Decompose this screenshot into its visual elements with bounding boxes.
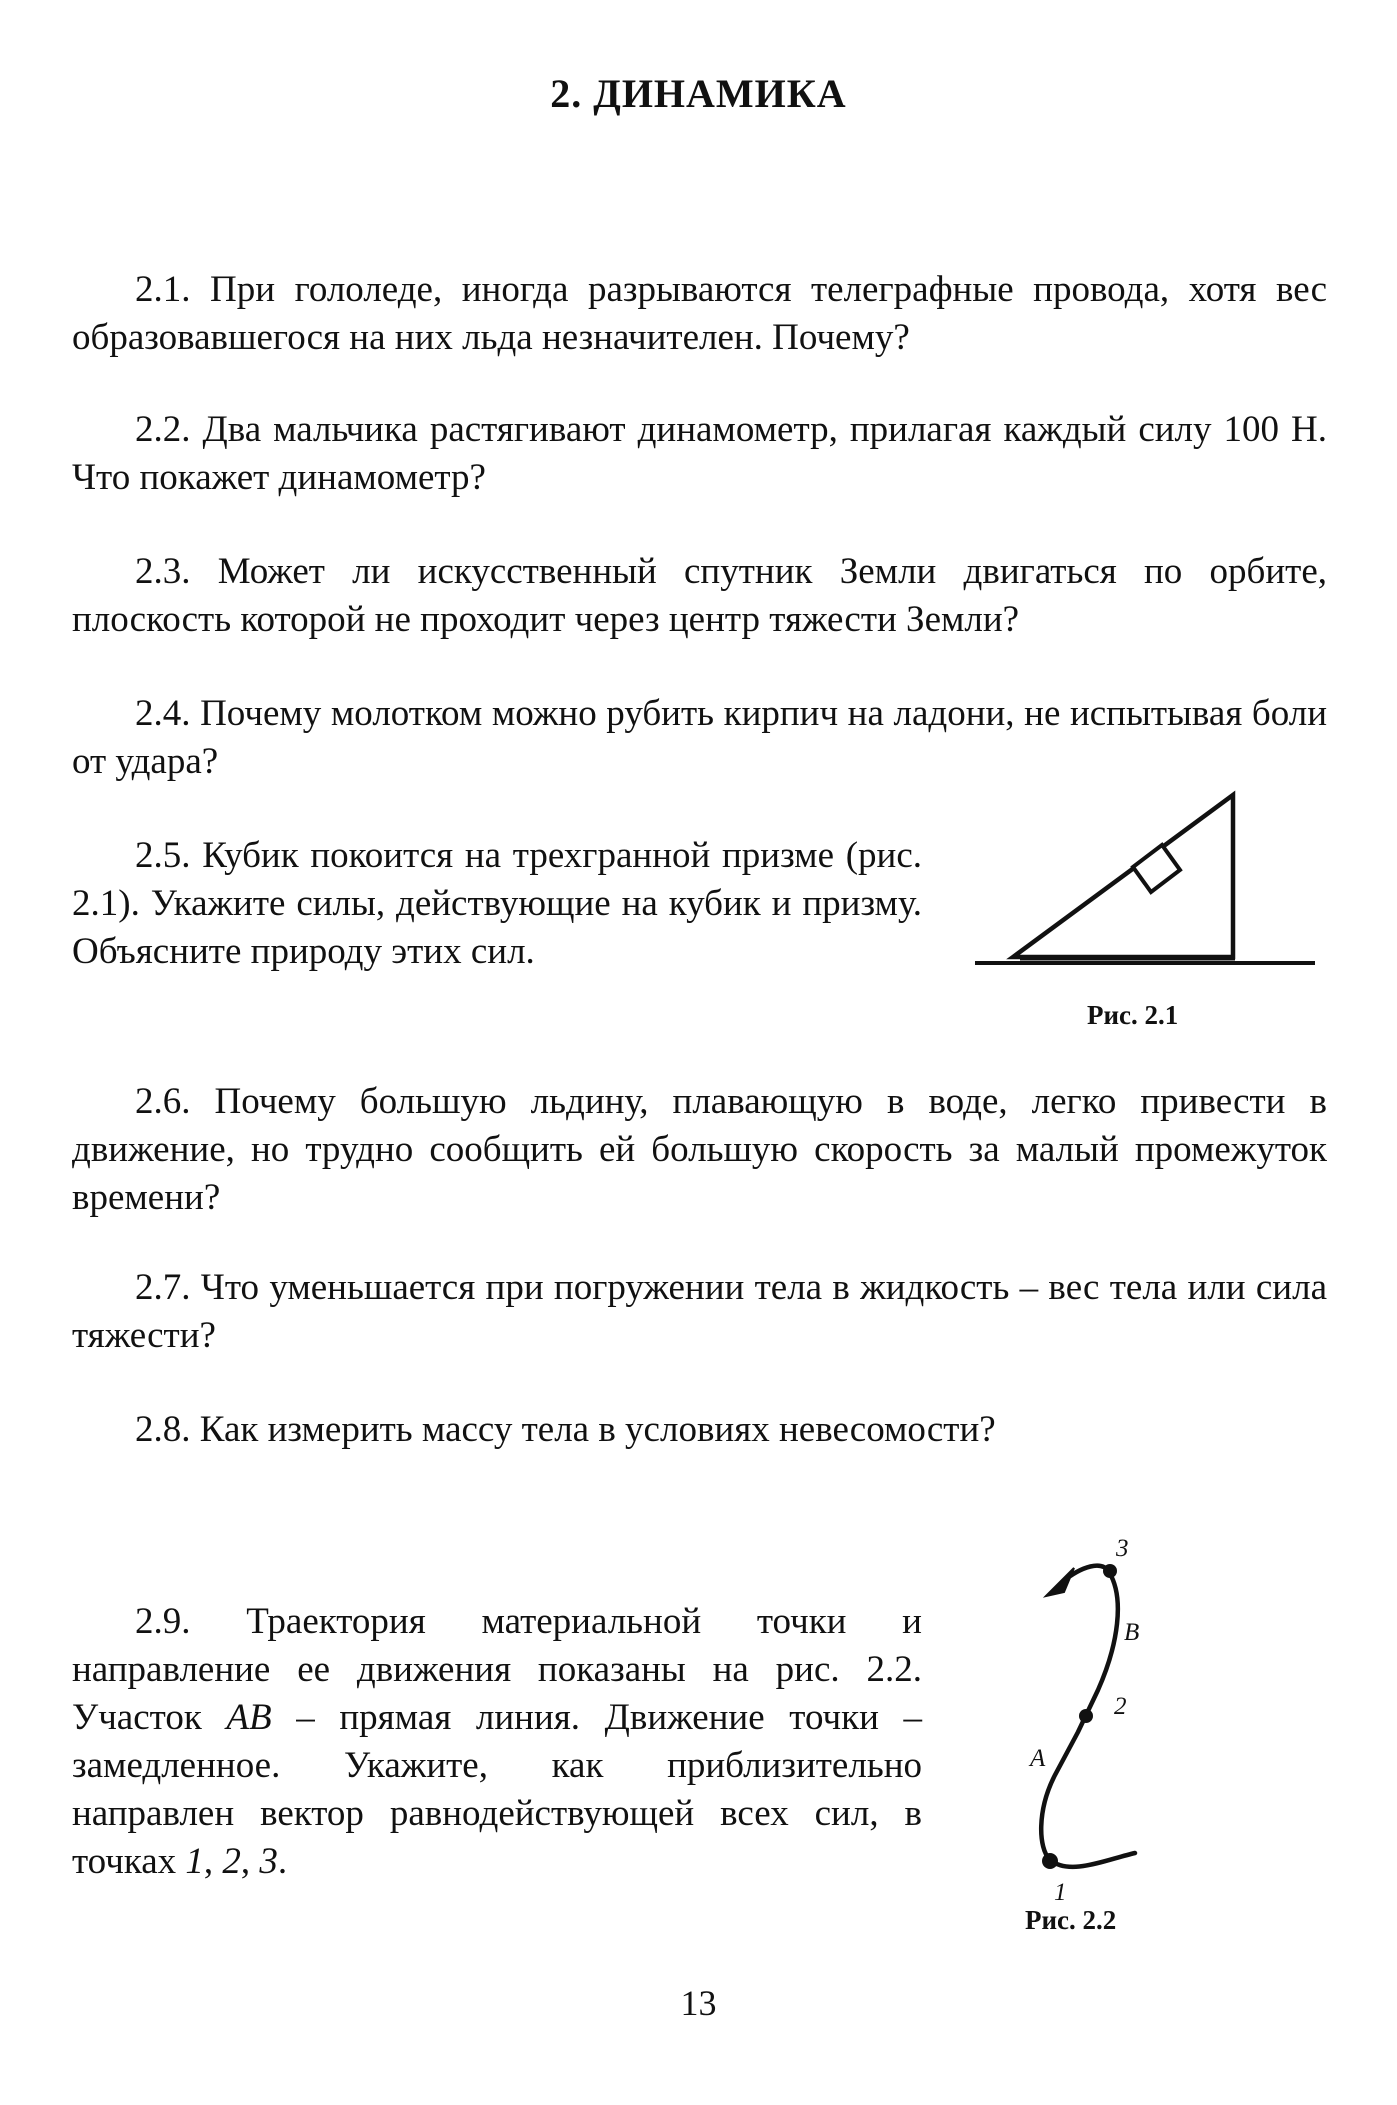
cube-on-prism <box>1133 845 1180 892</box>
point-1-dot <box>1042 1853 1058 1869</box>
problem-2-3: 2.3. Может ли искусственный спутник Земли двигаться по орбите, плоскость которой не проходит через центр тяжести Земли? <box>72 551 1327 640</box>
problem-2-9-text-mid: – прямая линия. Движение точки – замедленное. Укажите, как приблизительно направлен вектор равнодействующей всех сил, в точках <box>72 1697 922 1882</box>
label-point-2: 2 <box>1114 1693 1127 1720</box>
separator: , <box>203 1841 223 1882</box>
point-2-ref: 2 <box>222 1841 241 1882</box>
point-3-dot <box>1103 1564 1117 1578</box>
point-2-dot <box>1079 1709 1093 1723</box>
problem-2-9 <box>72 1598 922 1886</box>
figure-2-2-caption: Рис. 2.2 <box>1025 1905 1117 1935</box>
problem-2-8: 2.8. Как измерить массу тела в условиях невесомости? <box>135 1409 996 1450</box>
problem-2-6: 2.6. Почему большую льдину, плавающую в воде, легко привести в движение, но трудно сообщить ей большую скорость за малый промежуток времени? <box>72 1081 1327 1218</box>
chapter-title: 2. ДИНАМИКА <box>550 71 847 116</box>
label-point-1: 1 <box>1054 1879 1067 1906</box>
figure-2-2-trajectory <box>1010 1520 1200 1906</box>
page-number: 13 <box>680 1983 717 2023</box>
point-1-ref: 1 <box>185 1841 204 1882</box>
problem-2-9-text-end: . <box>277 1841 288 1882</box>
label-point-a: A <box>1030 1745 1046 1772</box>
problem-2-4: 2.4. Почему молотком можно рубить кирпич на ладони, не испытывая боли от удара? <box>72 693 1327 782</box>
label-point-b: B <box>1124 1619 1140 1646</box>
problem-2-9-text-start: 2.9. Траектория материальной точки и направление ее движения показаны на рис. 2.2. Участок <box>72 1601 922 1738</box>
problem-2-7: 2.7. Что уменьшается при погружении тела в жидкость – вес тела или сила тяжести? <box>72 1267 1327 1356</box>
point-3-ref: 3 <box>259 1841 278 1882</box>
problem-2-2: 2.2. Два мальчика растягивают динамометр, прилагая каждый силу 100 Н. Что покажет динамометр? <box>72 409 1327 498</box>
label-point-3: 3 <box>1116 1535 1129 1562</box>
separator: , <box>240 1841 260 1882</box>
figure-2-1-caption: Рис. 2.1 <box>1087 1000 1179 1030</box>
segment-ab-label: АВ <box>226 1697 272 1738</box>
prism-triangle <box>1013 795 1233 957</box>
problem-2-1: 2.1. При гололеде, иногда разрываются телеграфные провода, хотя вес образовавшегося на них льда незначителен. Почему? <box>72 269 1327 358</box>
figure-2-1-prism <box>960 780 1320 980</box>
problem-2-5: 2.5. Кубик покоится на трехгранной призме (рис. 2.1). Укажите силы, действующие на кубик и призму. Объясните природу этих сил. <box>72 835 922 972</box>
direction-arrow-icon <box>1046 1568 1074 1596</box>
